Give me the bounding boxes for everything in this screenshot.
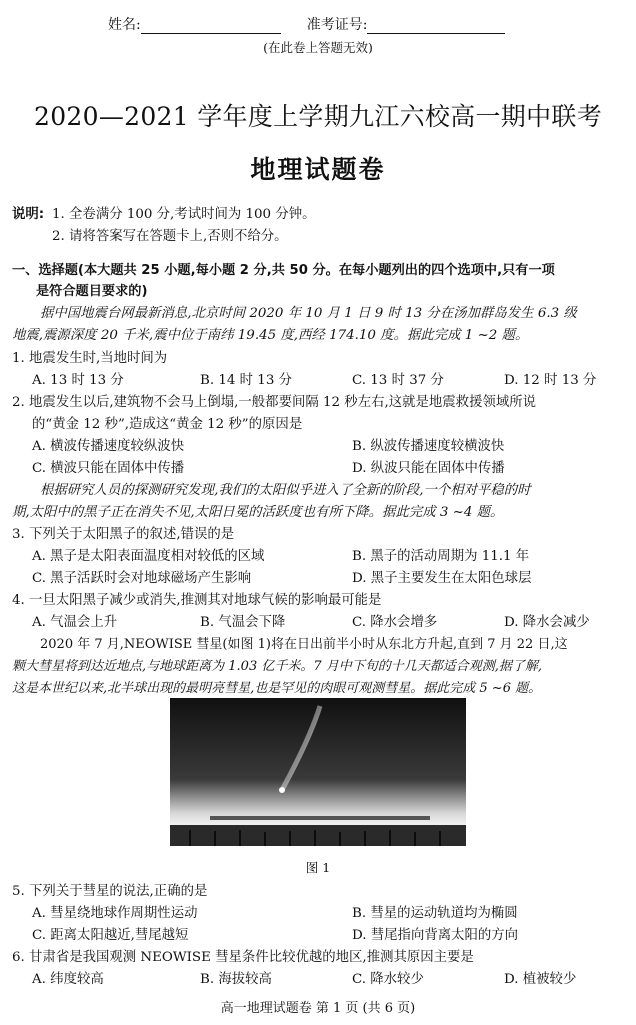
name-label: 姓名: [108, 17, 141, 33]
passage-2-line-2: 期,太阳中的黑子正在消失不见,太阳日冕的活跃度也有所下降。据此完成 3 ~4 题。 [12, 505, 504, 520]
distant-shore [210, 816, 430, 820]
section-heading-line-1: 一、选择题(本大题共 25 小题,每小题 2 分,共 50 分。在每小题列出的四个选项中,只有一项 [12, 263, 555, 278]
question-2-option-a: A. 横波传播速度较纵波快 [32, 439, 185, 454]
passage-1-line-1: 据中国地震台网最新消息,北京时间 2020 年 10 月 1 日 9 时 13 分在汤加群岛发生 6.3 级 [40, 306, 577, 321]
section-heading-line-2: 是符合题目要求的) [36, 284, 148, 299]
exam-title: 2020—2021 学年度上学期九江六校高一期中联考 [34, 102, 602, 131]
question-6-option-b: B. 海拔较高 [200, 972, 272, 987]
question-3-stem: 3. 下列关于太阳黑子的叙述,错误的是 [12, 527, 235, 542]
instruction-line-2: 2. 请将答案写在答题卡上,否则不给分。 [52, 229, 288, 244]
comet-nucleus [279, 787, 285, 793]
instruction-line-1: 1. 全卷满分 100 分,考试时间为 100 分钟。 [52, 207, 316, 222]
candidate-info-header [108, 14, 505, 34]
passage-2-line-1: 根据研究人员的探测研究发现,我们的太阳似乎进入了全新的阶段,一个相对平稳的时 [40, 483, 531, 498]
question-6-option-d: D. 植被较少 [504, 972, 577, 987]
question-5-stem: 5. 下列关于彗星的说法,正确的是 [12, 884, 208, 899]
passage-1-line-2: 地震,震源深度 20 千米,震中位于南纬 19.45 度,西经 174.10 度。据此完成 1 ~2 题。 [12, 328, 529, 343]
question-3-option-b: B. 黑子的活动周期为 11.1 年 [352, 549, 530, 564]
question-6-option-a: A. 纬度较高 [32, 972, 104, 987]
question-4-option-b: B. 气温会下降 [200, 615, 286, 630]
passage-3-line-3: 这是本世纪以来,北半球出现的最明亮彗星,也是罕见的肉眼可观测彗星。据此完成 5 ~6 题。 [12, 681, 542, 696]
question-5-option-c: C. 距离太阳越近,彗尾越短 [32, 928, 189, 943]
question-2-option-d: D. 纵波只能在固体中传播 [352, 461, 505, 476]
comet-photo [170, 698, 466, 846]
question-1-stem: 1. 地震发生时,当地时间为 [12, 351, 168, 366]
question-1-option-d: D. 12 时 13 分 [504, 373, 597, 388]
passage-3-line-2: 颗大彗星将到达近地点,与地球距离为 1.03 亿千米。7 月中下旬的十几天都适合观测,据了解, [12, 659, 543, 674]
question-2-option-c: C. 横波只能在固体中传播 [32, 461, 185, 476]
question-2-stem-line-2: 的“黄金 12 秒”,造成这“黄金 12 秒”的原因是 [32, 417, 303, 432]
question-5-option-a: A. 彗星绕地球作周期性运动 [32, 906, 198, 921]
exam-number-label: 准考证号: [306, 17, 368, 33]
exam-number-blank [367, 21, 505, 34]
question-5-option-d: D. 彗尾指向背离太阳的方向 [352, 928, 519, 943]
question-4-stem: 4. 一旦太阳黑子减少或消失,推测其对地球气候的影响最可能是 [12, 593, 382, 608]
question-2-stem-line-1: 2. 地震发生以后,建筑物不会马上倒塌,一般都要间隔 12 秒左右,这就是地震救援领域所说 [12, 395, 537, 410]
exam-subtitle: 地理试题卷 [250, 155, 386, 184]
question-4-option-a: A. 气温会上升 [32, 615, 118, 630]
figure-1-caption: 图 1 [305, 860, 331, 875]
question-3-option-a: A. 黑子是太阳表面温度相对较低的区域 [32, 549, 265, 564]
passage-3-line-1: 2020 年 7 月,NEOWISE 彗星(如图 1)将在日出前半小时从东北方升起,直到 7 月 22 日,这 [40, 637, 568, 652]
question-3-option-c: C. 黑子活跃时会对地球磁场产生影响 [32, 571, 252, 586]
page-footer: 高一地理试题卷 第 1 页 (共 6 页) [220, 1001, 416, 1016]
question-4-option-d: D. 降水会减少 [504, 615, 590, 630]
question-1-option-b: B. 14 时 13 分 [200, 373, 292, 388]
question-1-option-c: C. 13 时 37 分 [352, 373, 444, 388]
question-6-stem: 6. 甘肃省是我国观测 NEOWISE 彗星条件比较优越的地区,推测其原因主要是 [12, 950, 474, 965]
question-4-option-c: C. 降水会增多 [352, 615, 438, 630]
question-2-option-b: B. 纵波传播速度较横波快 [352, 439, 505, 454]
question-5-option-b: B. 彗星的运动轨道均为椭圆 [352, 906, 518, 921]
question-1-option-a: A. 13 时 13 分 [32, 373, 124, 388]
question-6-option-c: C. 降水较少 [352, 972, 424, 987]
invalid-answer-note: (在此卷上答题无效) [263, 40, 373, 55]
instructions-label: 说明: [12, 207, 45, 222]
name-blank [141, 21, 281, 34]
question-3-option-d: D. 黑子主要发生在太阳色球层 [352, 571, 532, 586]
comet-photo-graphic [170, 698, 466, 846]
